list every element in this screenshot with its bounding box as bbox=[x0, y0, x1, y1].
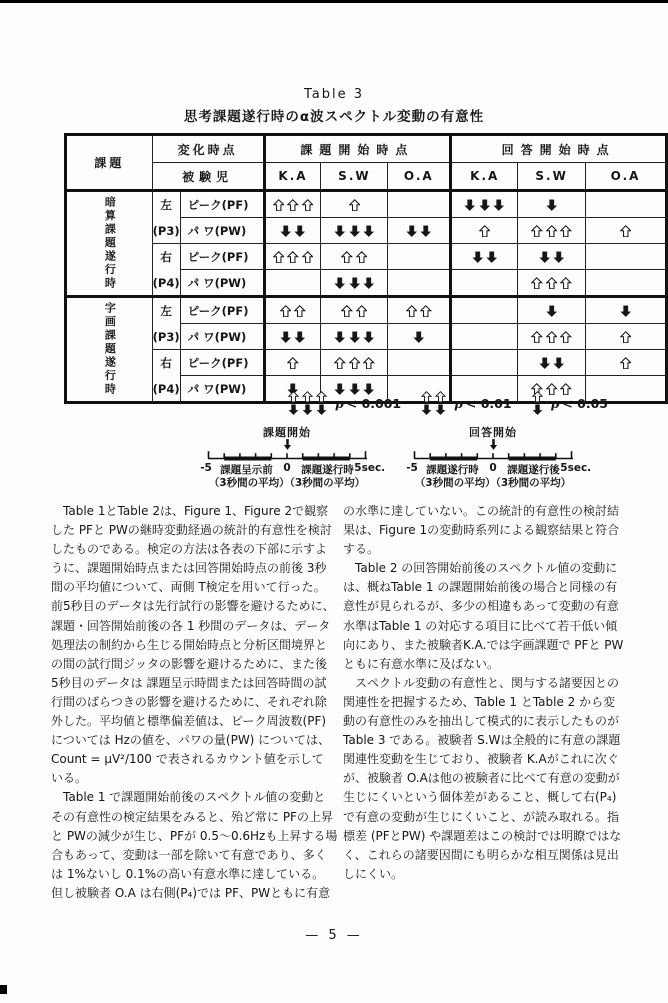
down-arrow-icon bbox=[294, 331, 306, 344]
arrow-pair-icon bbox=[302, 391, 313, 415]
up-arrow-icon bbox=[302, 199, 314, 212]
scan-corner-mark bbox=[0, 985, 7, 994]
measure-cell: ピーク(PF) bbox=[180, 297, 264, 324]
down-arrow-icon bbox=[620, 305, 632, 318]
section-label: 暗算課題遂行時 bbox=[103, 196, 117, 291]
side-cell bbox=[152, 297, 180, 350]
down-arrow-icon bbox=[316, 404, 327, 416]
significance-cell bbox=[586, 350, 667, 376]
significance-cell bbox=[451, 191, 518, 218]
legend-item bbox=[421, 391, 511, 415]
text-line: その有意性の検定結果をみると、殆ど常に PFの上昇 bbox=[51, 809, 333, 824]
text-line: 合もあって、変動は一部を除いて有意であり、多く bbox=[51, 847, 327, 862]
up-arrow-icon bbox=[421, 391, 432, 403]
up-arrow-icon bbox=[560, 331, 572, 344]
up-arrow-icon bbox=[560, 225, 572, 238]
up-arrow-icon bbox=[532, 391, 543, 403]
significance-cell bbox=[388, 270, 451, 297]
down-arrow-icon bbox=[334, 331, 346, 344]
arrow-pair-icon bbox=[316, 391, 327, 415]
significance-cell bbox=[451, 324, 518, 350]
table-row bbox=[66, 297, 667, 324]
down-arrow-icon bbox=[479, 199, 491, 212]
text-line: は、概ねTable 1 の課題開始前後の場合と同様の有 bbox=[343, 580, 618, 595]
page-number: — 5 — bbox=[305, 928, 363, 943]
down-arrow-icon bbox=[539, 357, 551, 370]
significance-cell bbox=[388, 218, 451, 244]
up-arrow-icon bbox=[294, 305, 306, 318]
measure-cell: パ ワ(PW) bbox=[180, 376, 264, 403]
averaging-note bbox=[388, 475, 598, 490]
table-row bbox=[66, 244, 667, 270]
up-arrow-icon bbox=[531, 225, 543, 238]
significance-cell bbox=[451, 244, 518, 270]
axis-window-label: 課題呈示前 bbox=[220, 464, 273, 476]
averaging-note-left: （3秒間の平均） bbox=[208, 477, 290, 489]
down-arrow-icon bbox=[532, 404, 543, 416]
section-label-cell bbox=[66, 297, 153, 403]
down-arrow-icon bbox=[420, 225, 432, 238]
down-arrow-icon bbox=[546, 305, 558, 318]
text-line: 果は、Figure 1の変動時系列による観察結果と符合 bbox=[343, 523, 620, 538]
significance-cell bbox=[518, 218, 586, 244]
arrow-pair-icon bbox=[435, 391, 446, 415]
text-line: 5秒目のデータは 課題呈示時間または回答時間の試 bbox=[51, 675, 327, 690]
side-cell bbox=[152, 244, 180, 297]
down-arrow-icon bbox=[493, 199, 505, 212]
time-axis bbox=[413, 450, 574, 462]
side-label: 左 bbox=[160, 198, 172, 213]
up-arrow-icon bbox=[341, 305, 353, 318]
up-arrow-icon bbox=[302, 251, 314, 264]
text-line: の間の試行間ジッタの影響を避けるために、また後 bbox=[51, 656, 328, 671]
side-label: 左 bbox=[160, 304, 172, 319]
text-line: 標差 (PFとPW) や課題差はこの検討では明瞭ではな bbox=[343, 828, 622, 843]
text-line: については Hzの値を、パワの量(PW) については、 bbox=[51, 733, 330, 748]
text-line: 生じにくいという個体差があること、概して右(P₄) bbox=[343, 790, 617, 805]
time-axis-labels bbox=[199, 462, 386, 476]
significance-cell bbox=[321, 350, 388, 376]
significance-cell bbox=[388, 350, 451, 376]
timeline-title: 課題開始 bbox=[263, 426, 311, 439]
up-arrow-icon bbox=[287, 357, 299, 370]
text-line: は 1%ないし 0.1%の高い有意水準に達している。 bbox=[51, 866, 325, 881]
timeline-task-onset bbox=[189, 427, 385, 490]
axis-tick-label: 5sec. bbox=[354, 462, 386, 474]
up-arrow-icon bbox=[531, 277, 543, 290]
significance-cell bbox=[518, 244, 586, 270]
text-line: Table 1とTable 2は、Figure 1、Figure 2で観察 bbox=[51, 504, 329, 518]
significance-cell bbox=[388, 191, 451, 218]
significance-cell bbox=[518, 324, 586, 350]
up-arrow-icon bbox=[280, 305, 292, 318]
legend-symbols bbox=[288, 391, 327, 415]
scan-edge-mark bbox=[0, 0, 668, 3]
text-line: が、被験者 O.Aは他の被験者に比べて有意の変動が bbox=[343, 771, 620, 786]
p-symbol: p bbox=[335, 395, 344, 411]
significance-cell bbox=[321, 324, 388, 350]
text-line: Table 3 である。被験者 S.Wは全般的に有意の課題 bbox=[343, 733, 621, 748]
down-arrow-icon bbox=[486, 251, 498, 264]
significance-cell bbox=[518, 270, 586, 297]
electrode-label: (P4) bbox=[152, 275, 180, 290]
text-line: 処理法の制約から生じる開始時点と分析区間境界と bbox=[51, 637, 328, 652]
significance-cell bbox=[451, 270, 518, 297]
up-arrow-icon bbox=[302, 391, 313, 403]
significance-legend bbox=[288, 391, 608, 415]
text-line: 動の有意性のみを抽出して模式的に表示したものが bbox=[343, 714, 620, 729]
up-arrow-icon bbox=[287, 251, 299, 264]
text-line: Table 1 で課題開始前後のスペクトル値の変動と bbox=[51, 790, 326, 805]
measure-cell: ピーク(PF) bbox=[180, 191, 264, 218]
down-arrow-icon bbox=[435, 404, 446, 416]
down-arrow-icon bbox=[363, 225, 375, 238]
legend-item bbox=[288, 391, 401, 415]
down-arrow-icon bbox=[294, 225, 306, 238]
text-line: Count = μV²/100 で表されるカウント値を示して bbox=[51, 752, 324, 767]
legend-symbols bbox=[421, 391, 446, 415]
table-header-row-2 bbox=[66, 163, 667, 191]
electrode-label: (P3) bbox=[152, 223, 180, 238]
down-arrow-icon bbox=[302, 404, 313, 416]
body-right-column bbox=[343, 502, 637, 884]
header-subject-sw: S.W bbox=[321, 163, 388, 191]
text-line: したものである。検定の方法は各表の下部に示すよ bbox=[51, 542, 328, 557]
text-line: スペクトル変動の有意性と、関与する諸要因との bbox=[343, 675, 620, 690]
up-arrow-icon bbox=[620, 225, 632, 238]
significance-cell bbox=[264, 270, 321, 297]
up-arrow-icon bbox=[406, 305, 418, 318]
text-line: 間の平均値について、両側 T検定を用いて行った。 bbox=[51, 580, 326, 595]
up-arrow-icon bbox=[273, 199, 285, 212]
up-arrow-icon bbox=[546, 225, 558, 238]
up-arrow-icon bbox=[620, 331, 632, 344]
axis-window-label: 課題遂行時 bbox=[426, 464, 479, 476]
significance-cell bbox=[451, 218, 518, 244]
significance-cell bbox=[388, 324, 451, 350]
legend-label: p < 0.01 bbox=[454, 395, 512, 411]
down-arrow-icon bbox=[288, 404, 299, 416]
electrode-label: (P3) bbox=[152, 329, 180, 344]
significance-cell bbox=[586, 191, 667, 218]
measure-cell: パ ワ(PW) bbox=[180, 218, 264, 244]
time-axis bbox=[207, 450, 368, 462]
side-cell bbox=[152, 191, 180, 244]
legend-item bbox=[532, 391, 608, 415]
up-arrow-icon bbox=[546, 277, 558, 290]
section-label: 字画課題遂行時 bbox=[103, 302, 117, 397]
measure-cell: ピーク(PF) bbox=[180, 350, 264, 376]
axis-tick-label: 0 bbox=[489, 462, 497, 474]
axis-window-label: 課題遂行時 bbox=[301, 464, 354, 476]
significance-cell bbox=[264, 350, 321, 376]
text-line: と PWの減少が生じ、PFが 0.5〜0.6Hzも上昇する場 bbox=[51, 828, 338, 843]
down-arrow-icon bbox=[553, 357, 565, 370]
text-line: 水準はTable 1 の対応する項目に比べて若干低い傾 bbox=[343, 618, 618, 633]
up-arrow-icon bbox=[288, 391, 299, 403]
significance-cell bbox=[388, 297, 451, 324]
up-arrow-icon bbox=[560, 277, 572, 290]
p-symbol: p bbox=[454, 395, 463, 411]
down-arrow-icon bbox=[553, 251, 565, 264]
side-label: 右 bbox=[160, 250, 172, 265]
up-arrow-icon bbox=[546, 331, 558, 344]
body-left-column bbox=[51, 502, 345, 903]
up-arrow-icon bbox=[363, 357, 375, 370]
arrow-pair-icon bbox=[421, 391, 432, 415]
down-arrow-icon bbox=[283, 439, 292, 450]
text-line: Table 2 の回答開始前後のスペクトル値の変動に bbox=[343, 561, 618, 576]
down-arrow-icon bbox=[363, 277, 375, 290]
table-header-row-1 bbox=[66, 135, 667, 163]
significance-cell bbox=[518, 297, 586, 324]
up-arrow-icon bbox=[356, 251, 368, 264]
text-line: 前5秒目のデータは先行試行の影響を避けるために、 bbox=[51, 599, 335, 614]
significance-cell bbox=[586, 218, 667, 244]
significance-cell bbox=[264, 218, 321, 244]
legend-label: p < 0.05 bbox=[550, 395, 608, 411]
up-arrow-icon bbox=[334, 357, 346, 370]
text-line: いる。 bbox=[51, 771, 88, 786]
significance-cell bbox=[264, 191, 321, 218]
significance-cell bbox=[321, 191, 388, 218]
down-arrow-icon bbox=[363, 331, 375, 344]
table-row bbox=[66, 191, 667, 218]
significance-cell bbox=[518, 191, 586, 218]
averaging-note bbox=[182, 475, 392, 490]
side-label: 右 bbox=[160, 356, 172, 371]
text-line: で有意の変動が生じにくいこと、が読み取れる。指 bbox=[343, 809, 620, 824]
down-arrow-icon bbox=[421, 404, 432, 416]
significance-cell bbox=[321, 218, 388, 244]
averaging-note-left: （3秒間の平均） bbox=[414, 477, 496, 489]
text-line: 課題・回答開始前後の各 1 秒間のデータは、データ bbox=[51, 618, 331, 633]
significance-cell bbox=[321, 244, 388, 270]
down-arrow-icon bbox=[334, 225, 346, 238]
table-caption-title: 思考課題遂行時のα波スペクトル変動の有意性 bbox=[183, 109, 485, 125]
time-axis-labels bbox=[405, 462, 592, 476]
down-arrow-icon bbox=[349, 331, 361, 344]
header-subject-ka2: K.A bbox=[451, 163, 518, 191]
down-arrow-icon bbox=[464, 199, 476, 212]
measure-cell: パ ワ(PW) bbox=[180, 324, 264, 350]
significance-cell bbox=[264, 244, 321, 270]
down-arrow-icon bbox=[334, 277, 346, 290]
significance-cell bbox=[264, 297, 321, 324]
significance-cell bbox=[388, 244, 451, 270]
header-task: 課題 bbox=[66, 135, 153, 191]
significance-cell bbox=[586, 324, 667, 350]
axis-window-label: 課題遂行後 bbox=[507, 464, 560, 476]
significance-cell bbox=[321, 297, 388, 324]
text-line: する。 bbox=[343, 542, 380, 557]
text-line: 行間のばらつきの影響を避けるために、それぞれ除 bbox=[51, 694, 327, 709]
up-arrow-icon bbox=[435, 391, 446, 403]
significance-cell bbox=[586, 270, 667, 297]
header-change-point: 変化時点 bbox=[152, 135, 264, 163]
down-arrow-icon bbox=[413, 331, 425, 344]
text-line: した PFと PWの継時変動経過の統計的有意性を検討 bbox=[51, 523, 332, 538]
text-line: 意性が見られるが、多少の相違もあって変動の有意 bbox=[343, 599, 619, 614]
up-arrow-icon bbox=[349, 199, 361, 212]
text-line: 向にあり、また被験者K.A.では字画課題で PFと PW bbox=[343, 637, 624, 652]
measure-cell: ピーク(PF) bbox=[180, 244, 264, 270]
text-line: 外した。平均値と標準偏差値は、ピーク周波数(PF) bbox=[51, 714, 327, 729]
down-arrow-icon bbox=[539, 251, 551, 264]
text-line: うに、課題開始時点または回答開始時点の前後 3秒 bbox=[51, 561, 327, 576]
section-label-cell bbox=[66, 191, 153, 297]
header-task-onset: 課題開始時点 bbox=[264, 135, 451, 163]
significance-cell bbox=[264, 324, 321, 350]
header-subject-ka: K.A bbox=[264, 163, 321, 191]
significance-cell bbox=[451, 350, 518, 376]
text-line: ともに有意水準に及ばない。 bbox=[343, 656, 500, 671]
up-arrow-icon bbox=[316, 391, 327, 403]
significance-table bbox=[64, 133, 668, 404]
text-line: しにくい。 bbox=[343, 866, 404, 881]
header-answer-onset: 回答開始時点 bbox=[451, 135, 667, 163]
significance-cell bbox=[451, 297, 518, 324]
down-arrow-icon bbox=[546, 199, 558, 212]
up-arrow-icon bbox=[531, 331, 543, 344]
electrode-label: (P4) bbox=[152, 381, 180, 396]
arrow-pair-icon bbox=[288, 391, 299, 415]
significance-cell bbox=[321, 270, 388, 297]
up-arrow-icon bbox=[341, 251, 353, 264]
up-arrow-icon bbox=[356, 305, 368, 318]
significance-cell bbox=[586, 244, 667, 270]
text-line: 関連性変動を生じており、被験者 K.Aがこれに次ぐ bbox=[343, 752, 619, 767]
header-subject-oa2: O.A bbox=[586, 163, 667, 191]
table-caption-number: Table 3 bbox=[303, 87, 365, 102]
down-arrow-icon bbox=[472, 251, 484, 264]
measure-cell: パ ワ(PW) bbox=[180, 270, 264, 297]
side-cell bbox=[152, 350, 180, 403]
significance-cell bbox=[586, 297, 667, 324]
down-arrow-icon bbox=[406, 225, 418, 238]
timeline-answer-onset bbox=[395, 427, 591, 490]
axis-tick-label: -5 bbox=[200, 462, 212, 474]
up-arrow-icon bbox=[620, 357, 632, 370]
significance-cell bbox=[518, 350, 586, 376]
axis-tick-label: 0 bbox=[283, 462, 291, 474]
header-subject: 被験児 bbox=[152, 163, 264, 191]
up-arrow-icon bbox=[273, 251, 285, 264]
text-line: く、これらの諸要因間にも明らかな相互関係は見出 bbox=[343, 847, 619, 862]
up-arrow-icon bbox=[479, 225, 491, 238]
arrow-pair-icon bbox=[532, 391, 543, 415]
timeline-title: 回答開始 bbox=[469, 426, 517, 439]
legend-symbols bbox=[532, 391, 543, 415]
header-subject-oa: O.A bbox=[388, 163, 451, 191]
table-row bbox=[66, 350, 667, 376]
up-arrow-icon bbox=[349, 357, 361, 370]
down-arrow-icon bbox=[349, 225, 361, 238]
text-line: 関連性を把握するため、Table 1 とTable 2 から変 bbox=[343, 694, 616, 709]
down-arrow-icon bbox=[280, 225, 292, 238]
down-arrow-icon bbox=[489, 439, 498, 450]
text-line: 但し被験者 O.A は右側(P₄)では PF、PWともに有意 bbox=[51, 885, 331, 900]
text-line: の水準に達していない。この統計的有意性の検討結 bbox=[343, 504, 620, 518]
axis-tick-label: 5sec. bbox=[560, 462, 592, 474]
axis-tick-label: -5 bbox=[406, 462, 418, 474]
p-symbol: p bbox=[550, 395, 560, 411]
averaging-note-right: （3秒間の平均） bbox=[495, 477, 572, 489]
header-subject-sw2: S.W bbox=[518, 163, 586, 191]
up-arrow-icon bbox=[420, 305, 432, 318]
legend-label: p < 0.001 bbox=[335, 395, 402, 411]
down-arrow-icon bbox=[280, 331, 292, 344]
up-arrow-icon bbox=[287, 199, 299, 212]
averaging-note-right: （3秒間の平均） bbox=[289, 477, 366, 489]
down-arrow-icon bbox=[349, 277, 361, 290]
